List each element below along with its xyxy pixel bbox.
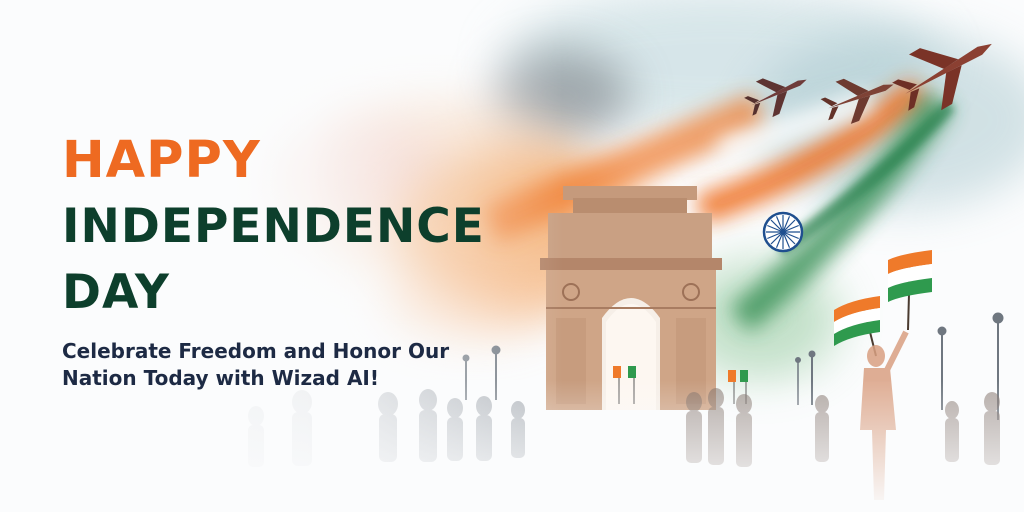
headline	[62, 128, 485, 326]
headline-day: DAY	[62, 265, 170, 320]
subtitle: Celebrate Freedom and Honor Our Nation Today with Wizad AI!	[62, 339, 450, 390]
headline-independence: INDEPENDENCE	[62, 199, 485, 254]
headline-happy: HAPPY	[62, 131, 261, 190]
